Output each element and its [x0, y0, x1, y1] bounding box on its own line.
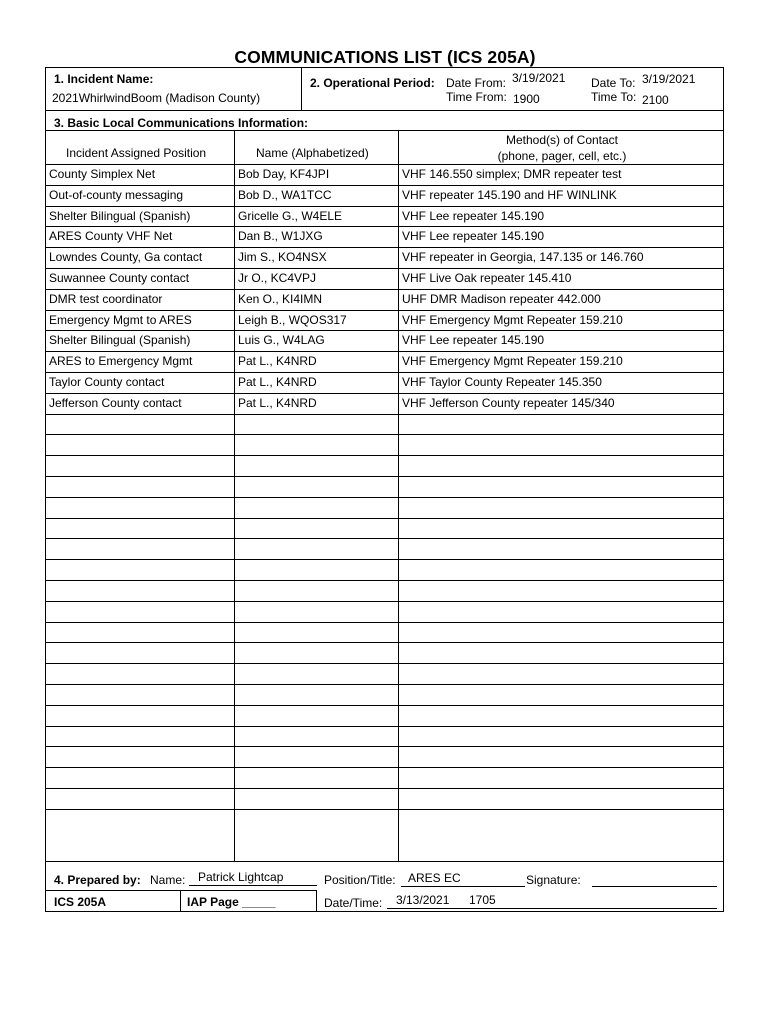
- table-row[interactable]: [46, 393, 723, 414]
- table-row[interactable]: [46, 663, 723, 684]
- cell-name: Ken O., KI4IMN: [238, 291, 323, 306]
- cell-method: VHF 146.550 simplex; DMR repeater test: [402, 167, 622, 181]
- col-header-position: Incident Assigned Position: [66, 146, 207, 160]
- table-row[interactable]: [46, 268, 723, 289]
- cell-method: VHF Lee repeater 145.190: [402, 229, 545, 244]
- prepared-by-label: 4. Prepared by:: [54, 873, 141, 887]
- table-row[interactable]: [46, 580, 723, 601]
- cell-method: VHF Live Oak repeater 145.410: [402, 271, 572, 285]
- table-row[interactable]: [46, 538, 723, 559]
- table-row[interactable]: [46, 476, 723, 497]
- prepared-name-label: Name:: [150, 873, 186, 887]
- table-row[interactable]: [46, 289, 723, 310]
- table-row[interactable]: [46, 372, 723, 393]
- cell-position: DMR test coordinator: [49, 291, 163, 306]
- table-row[interactable]: [46, 809, 723, 830]
- date-from-value[interactable]: 3/19/2021: [512, 71, 566, 85]
- prepared-date-value[interactable]: 3/13/2021: [396, 893, 450, 907]
- form-id-divider: [180, 890, 181, 912]
- cell-method: UHF DMR Madison repeater 442.000: [402, 291, 601, 306]
- datetime-label: Date/Time:: [324, 896, 383, 910]
- prepared-name-value[interactable]: Patrick Lightcap: [198, 870, 284, 884]
- cell-method: VHF Jefferson County repeater 145/340: [402, 395, 615, 410]
- cell-name: Pat L., K4NRD: [238, 375, 317, 389]
- name-underline: [189, 885, 317, 886]
- cell-position: County Simplex Net: [49, 167, 156, 181]
- date-to-label: Date To:: [591, 76, 636, 90]
- table-row[interactable]: [46, 767, 723, 788]
- operational-period-label: 2. Operational Period:: [310, 76, 435, 90]
- table-row[interactable]: [46, 788, 723, 809]
- table-row[interactable]: [46, 455, 723, 476]
- table-row[interactable]: [46, 247, 723, 268]
- cell-position: Lowndes County, Ga contact: [49, 250, 203, 265]
- cell-position: ARES County VHF Net: [49, 229, 173, 244]
- cell-position: Emergency Mgmt to ARES: [49, 312, 192, 327]
- signature-label: Signature:: [526, 873, 581, 887]
- cell-method: VHF Taylor County Repeater 145.350: [402, 375, 602, 389]
- cell-position: Shelter Bilingual (Spanish): [49, 208, 191, 223]
- table-row[interactable]: [46, 497, 723, 518]
- section3-rule: [46, 130, 723, 131]
- cell-name: Bob Day, KF4JPI: [238, 167, 330, 181]
- cell-name: Pat L., K4NRD: [238, 354, 317, 369]
- cell-method: VHF Emergency Mgmt Repeater 159.210: [402, 354, 623, 369]
- iap-divider: [316, 890, 317, 912]
- table-row[interactable]: [46, 518, 723, 539]
- table-row[interactable]: [46, 414, 723, 435]
- cell-method: VHF repeater in Georgia, 147.135 or 146.760: [402, 250, 644, 265]
- table-row[interactable]: [46, 206, 723, 227]
- table-row[interactable]: [46, 559, 723, 580]
- incident-name-value[interactable]: 2021WhirlwindBoom (Madison County): [52, 91, 261, 105]
- datetime-underline: [387, 908, 717, 909]
- cell-position: Suwannee County contact: [49, 271, 190, 285]
- table-row[interactable]: [46, 726, 723, 747]
- table-row[interactable]: [46, 330, 723, 351]
- table-row[interactable]: [46, 351, 723, 372]
- cell-position: Jefferson County contact: [49, 395, 182, 410]
- table-row[interactable]: [46, 642, 723, 663]
- table-row[interactable]: [46, 310, 723, 331]
- section3-label: 3. Basic Local Communications Information:: [54, 116, 309, 130]
- form-title: COMMUNICATIONS LIST (ICS 205A): [234, 47, 536, 67]
- section3-bottom-rule: [46, 861, 723, 862]
- cell-method: VHF Emergency Mgmt Repeater 159.210: [402, 312, 623, 327]
- prepared-inner-rule: [46, 890, 316, 891]
- position-title-value[interactable]: ARES EC: [408, 871, 461, 885]
- col-header-method-line1: Method(s) of Contact: [505, 133, 619, 147]
- table-row[interactable]: [46, 434, 723, 455]
- table-row[interactable]: [46, 226, 723, 247]
- time-from-label: Time From:: [446, 90, 507, 104]
- table-row[interactable]: [46, 164, 723, 185]
- cell-name: Leigh B., WQOS317: [238, 312, 347, 327]
- header-bottom-rule: [46, 110, 723, 111]
- cell-name: Pat L., K4NRD: [238, 395, 317, 410]
- cell-position: Taylor County contact: [49, 375, 165, 389]
- cell-method: VHF repeater 145.190 and HF WINLINK: [402, 187, 617, 202]
- date-from-label: Date From:: [446, 76, 507, 90]
- position-underline: [401, 886, 525, 887]
- signature-underline[interactable]: [592, 886, 717, 887]
- date-to-value[interactable]: 3/19/2021: [642, 72, 696, 86]
- table-row[interactable]: [46, 684, 723, 705]
- cell-name: Gricelle G., W4ELE: [238, 208, 343, 223]
- table-row[interactable]: [46, 185, 723, 206]
- position-title-label: Position/Title:: [324, 873, 396, 887]
- cell-method: VHF Lee repeater 145.190: [402, 333, 545, 348]
- table-row[interactable]: [46, 601, 723, 622]
- time-to-value[interactable]: 2100: [642, 93, 669, 107]
- form-id: ICS 205A: [54, 895, 107, 909]
- prepared-time-value[interactable]: 1705: [469, 893, 496, 907]
- cell-name: Luis G., W4LAG: [238, 333, 325, 348]
- table-row[interactable]: [46, 705, 723, 726]
- iap-page: IAP Page _____: [187, 895, 276, 909]
- incident-name-label: 1. Incident Name:: [54, 72, 154, 86]
- ics-205a-form: [45, 67, 724, 912]
- header-divider: [301, 68, 302, 110]
- table-row[interactable]: [46, 622, 723, 643]
- cell-name: Jr O., KC4VPJ: [238, 271, 317, 285]
- cell-name: Bob D., WA1TCC: [238, 187, 332, 202]
- cell-name: Dan B., W1JXG: [238, 229, 323, 244]
- time-to-label: Time To:: [591, 90, 637, 104]
- col-header-method-line2: (phone, pager, cell, etc.): [497, 149, 627, 163]
- col-header-name: Name (Alphabetized): [256, 146, 369, 160]
- cell-position: Shelter Bilingual (Spanish): [49, 333, 191, 348]
- time-from-value[interactable]: 1900: [513, 92, 540, 106]
- cell-position: Out-of-county messaging: [49, 187, 184, 202]
- cell-name: Jim S., KO4NSX: [238, 250, 327, 265]
- cell-method: VHF Lee repeater 145.190: [402, 208, 545, 223]
- table-row[interactable]: [46, 746, 723, 767]
- cell-position: ARES to Emergency Mgmt: [49, 354, 193, 369]
